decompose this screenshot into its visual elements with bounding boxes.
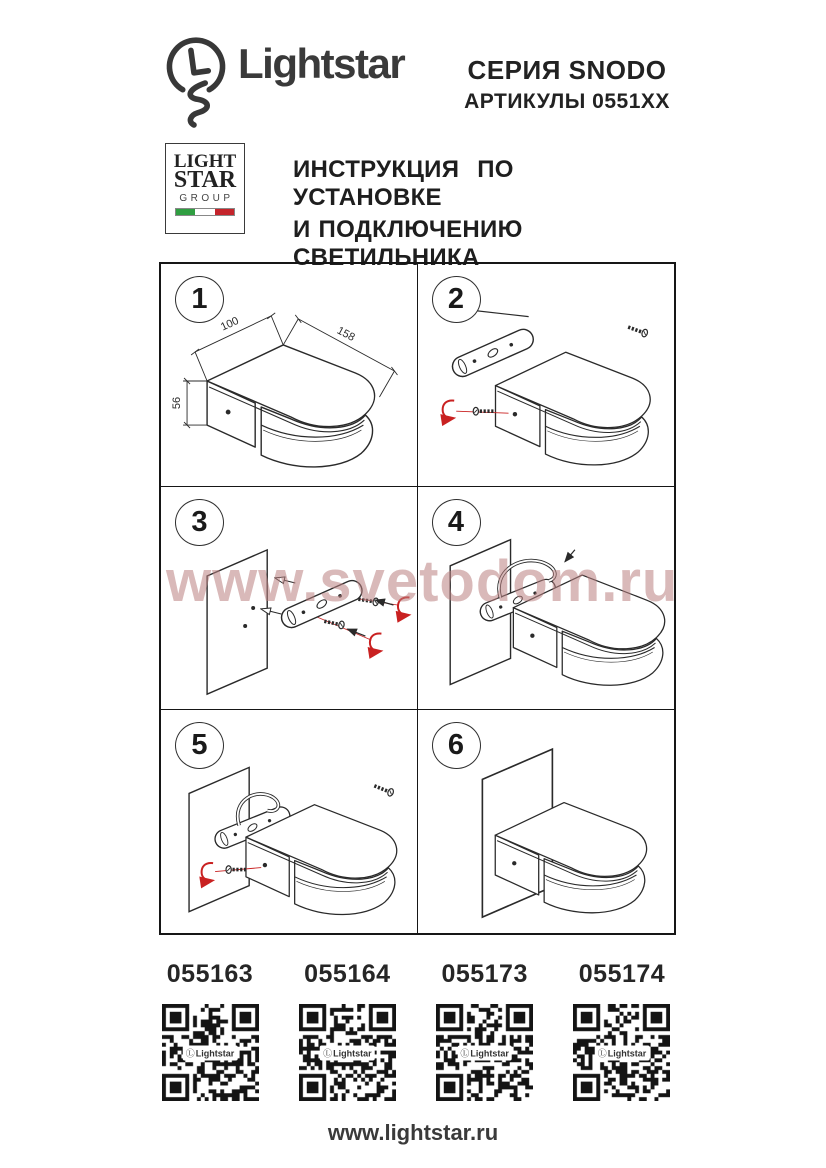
qr-brand-label: ⓁLightstar [457,1045,512,1060]
step-panel-6 [418,710,675,933]
step-number-badge: 2 [432,276,481,323]
instruction-title-line2: И ПОДКЛЮЧЕНИЮ СВЕТИЛЬНИКА [293,216,523,271]
footer-url: www.lightstar.ru [327,1120,499,1145]
wall-hole [251,606,255,610]
step-number-badge: 4 [432,499,481,546]
screw-icon [324,618,345,630]
watermark: www.svetodom.ru [166,549,679,614]
screw-icon [373,782,395,797]
step-number-badge: 3 [175,499,224,546]
qr-bulb-mini-icon: Ⓛ [460,1048,470,1058]
direction-arrow [564,550,574,562]
unscrew-rotation-icon [442,401,454,419]
screw-rotation-icon [398,597,410,615]
step-number-badge: 1 [175,276,224,323]
series-block [458,55,676,114]
article-column [429,960,541,1101]
article-column [291,960,403,1101]
lightstar-group-logo [165,143,245,234]
screw-rotation-icon [370,633,382,651]
wall-hole [243,624,247,628]
step-number-badge: 6 [432,722,481,769]
step-panel-1 [161,264,418,487]
logo-line-group: GROUP [179,193,234,204]
lamp-drawing [207,345,374,467]
article-code: 055164 [304,960,391,988]
lightstar-bulb-icon [156,30,236,128]
step-panel-3 [161,487,418,710]
article-code: 055173 [441,960,528,988]
logo-line-light: LIGHT [173,151,237,172]
step-panel-5 [161,710,418,933]
dimension-depth-label: 100 [218,314,241,334]
dimension-height-label: 56 [171,396,184,410]
qr-bulb-mini-icon: Ⓛ [323,1048,333,1058]
article-code: 055174 [578,960,666,988]
push-arrow [275,578,295,583]
articles-title: АРТИКУЛЫ 0551XX [464,90,670,113]
qr-brand-label: ⓁLightstar [320,1045,375,1060]
mounting-bracket-drawing [278,577,365,630]
qr-code [299,1004,396,1101]
logo-line-star: STAR [173,167,237,193]
qr-brand-label: ⓁLightstar [595,1045,650,1060]
screw-icon [626,323,648,337]
article-column [566,960,678,1101]
step-panel-2 [418,264,675,487]
instruction-title-line1: ИНСТРУКЦИЯ ПО УСТАНОВКЕ [293,156,514,211]
qr-bulb-mini-icon: Ⓛ [185,1048,195,1058]
dimension-length-label: 158 [334,324,357,344]
qr-code [573,1004,670,1101]
step-panel-4 [418,487,675,710]
brand-wordmark: Lightstar [238,40,405,87]
qr-brand-label: ⓁLightstar [183,1045,238,1060]
qr-code [436,1004,533,1101]
wall-drawing [207,550,267,694]
steps-grid [159,262,679,935]
qr-bulb-mini-icon: Ⓛ [597,1048,607,1058]
series-title: СЕРИЯ SNODO [467,55,667,85]
step-number-badge: 5 [175,722,224,769]
article-column [154,960,266,1101]
screw-icon [473,407,493,415]
direction-arrow [347,629,365,636]
italian-flag-stripe [175,208,235,216]
article-code: 055163 [166,960,254,988]
lamp-drawing [495,352,650,465]
instruction-title [293,156,677,272]
qr-code [162,1004,259,1101]
articles-row [154,960,678,1101]
